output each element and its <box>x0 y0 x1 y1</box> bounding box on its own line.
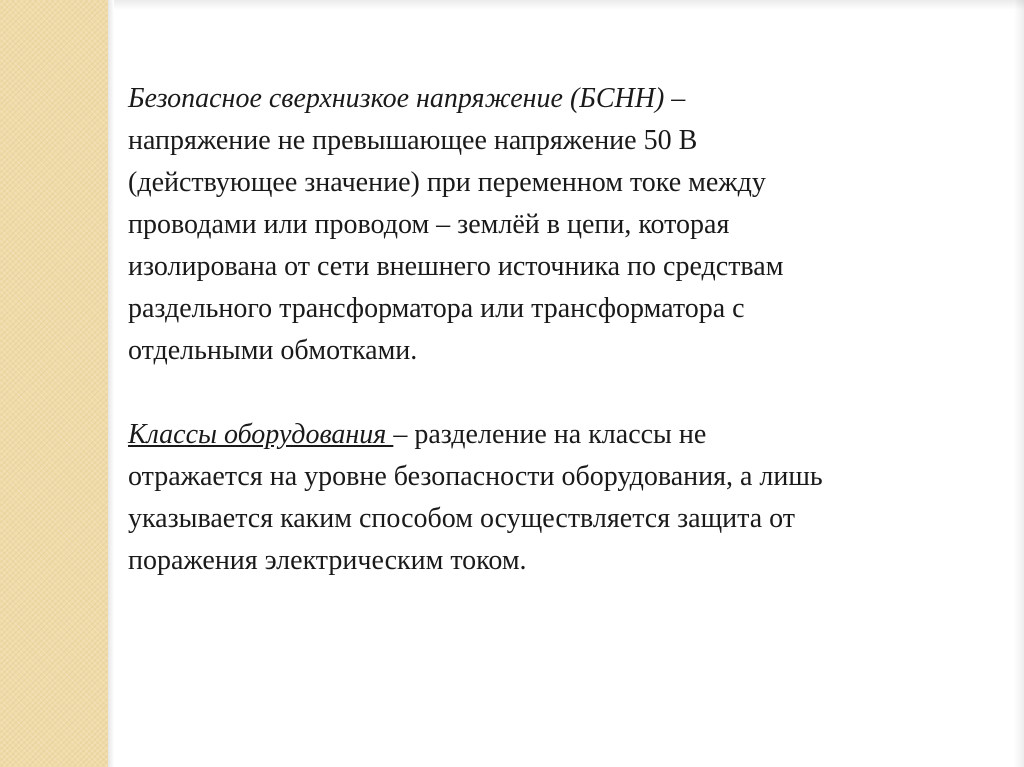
decorative-side-band <box>0 0 108 767</box>
bsnn-text-line-5: раздельного трансформатора или трансформатора с <box>128 293 745 324</box>
classes-line-1-rest: – разделение на классы не <box>393 419 707 450</box>
classes-text-line-3: указывается каким способом осуществляется защита от <box>128 503 795 534</box>
paragraph-equipment-classes <box>128 414 988 582</box>
classes-text-line-4: поражения электрическим током. <box>128 545 527 576</box>
top-shadow <box>114 0 1024 10</box>
bsnn-text-line-6: отдельными обмотками. <box>128 335 418 366</box>
classes-text-line-2: отражается на уровне безопасности оборудования, а лишь <box>128 461 823 492</box>
slide-body <box>128 78 988 624</box>
equipment-classes-term: Классы оборудования <box>128 419 394 450</box>
bsnn-text-line-2: (действующее значение) при переменном токе между <box>128 167 766 198</box>
paragraph-bsnn-definition <box>128 78 988 372</box>
bsnn-text-line-3: проводами или проводом – землёй в цепи, которая <box>128 209 730 240</box>
side-band-shadow <box>108 0 114 767</box>
classes-line-1 <box>128 414 988 456</box>
bsnn-term-line <box>128 78 988 120</box>
bsnn-text-line-1: напряжение не превышающее напряжение 50 В <box>128 125 698 156</box>
bsnn-text-line-4: изолирована от сети внешнего источника по средствам <box>128 251 784 282</box>
bsnn-term: Безопасное сверхнизкое напряжение (БСНН) – <box>128 83 686 114</box>
right-shadow <box>1014 0 1024 767</box>
